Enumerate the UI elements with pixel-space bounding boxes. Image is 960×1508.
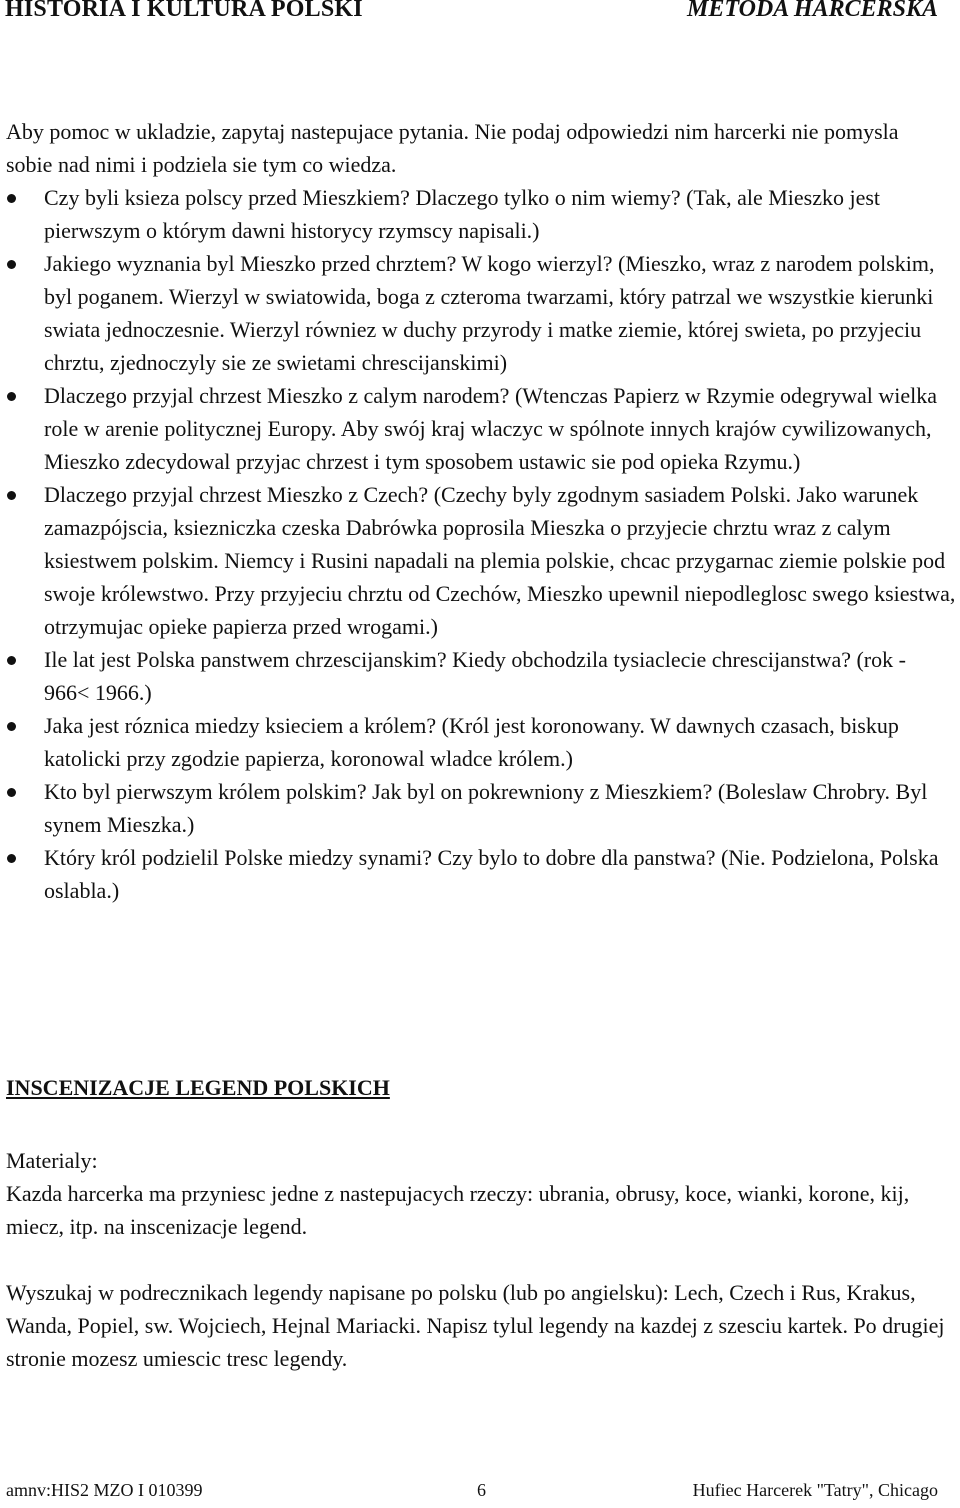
- materials-label: Materialy:: [6, 1148, 98, 1173]
- instructions-text: Wyszukaj w podrecznikach legendy napisane po polsku (lub po angielsku): Lech, Czech i Rus, Krakus, Wanda, Popiel, sw. Wojciech, Hejnal Mariacki. Napisz tylul legendy na kazdej z szesciu kartek. Po drugiej stronie mozesz umiescic tresc legendy.: [6, 1280, 945, 1371]
- question-text: Ile lat jest Polska panstwem chrzescijanskim? Kiedy obchodzila tysiaclecie chrescijanstwa? (rok - 966< 1966.): [44, 647, 906, 705]
- question-item: [6, 478, 956, 643]
- footer-page-number: 6: [477, 1480, 486, 1500]
- materials-text: Kazda harcerka ma przyniesc jedne z nastepujacych rzeczy: ubrania, obrusy, koce, wianki, korone, kij, miecz, itp. na inscenizacje legend.: [6, 1181, 910, 1239]
- bullet-icon: [7, 854, 16, 863]
- question-item: [6, 181, 956, 247]
- bullet-icon: [7, 656, 16, 665]
- header-title-left: HISTORIA I KULTURA POLSKI: [5, 0, 363, 22]
- intro-paragraph: Aby pomoc w ukladzie, zapytaj nastepujace pytania. Nie podaj odpowiedzi nim harcerki nie pomysla sobie nad nimi i podziela sie tym co wiedza.: [6, 119, 899, 177]
- footer-organization: Hufiec Harcerek "Tatry", Chicago: [692, 1480, 938, 1500]
- question-text: Jaka jest róznica miedzy ksieciem a królem? (Król jest koronowany. W dawnych czasach, biskup katolicki przy zgodzie papierza, koronowal wladce królem.): [44, 713, 899, 771]
- question-list: [6, 181, 956, 907]
- bullet-icon: [7, 260, 16, 269]
- question-item: [6, 775, 956, 841]
- question-text: Kto byl pierwszym królem polskim? Jak byl on pokrewniony z Mieszkiem? (Boleslaw Chrobry. Byl synem Mieszka.): [44, 779, 928, 837]
- bullet-icon: [7, 392, 16, 401]
- question-text: Który król podzielil Polske miedzy synami? Czy bylo to dobre dla panstwa? (Nie. Podzielona, Polska oslabla.): [44, 845, 939, 903]
- section-title: INSCENIZACJE LEGEND POLSKICH: [6, 1075, 390, 1100]
- bullet-icon: [7, 491, 16, 500]
- question-item: [6, 643, 956, 709]
- footer-doc-id: amnv:HIS2 MZO I 010399: [6, 1480, 203, 1500]
- page-header: [0, 0, 960, 30]
- bullet-icon: [7, 788, 16, 797]
- question-item: [6, 379, 956, 478]
- question-item: [6, 709, 956, 775]
- bullet-icon: [7, 194, 16, 203]
- question-text: Czy byli ksieza polscy przed Mieszkiem? Dlaczego tylko o nim wiemy? (Tak, ale Mieszko jest pierwszym o którym dawni historycy rzymscy napisali.): [44, 185, 881, 243]
- page-footer: [0, 1480, 960, 1506]
- question-item: [6, 247, 956, 379]
- question-text: Jakiego wyznania byl Mieszko przed chrztem? W kogo wierzyl? (Mieszko, wraz z narodem polskim, byl poganem. Wierzyl w swiatowida, boga z czteroma twarzami, który patrzal we wszystkie kierunki swiata jednoczesnie. Wierzyl równiez w duchy przyrody i matke ziemie, której swieta, po przyjeciu chrztu, zjednoczyly sie ze swietami chrescijanskimi): [44, 251, 935, 375]
- bullet-icon: [7, 722, 16, 731]
- question-item: [6, 841, 956, 907]
- main-content: [6, 115, 956, 907]
- question-text: Dlaczego przyjal chrzest Mieszko z calym narodem? (Wtenczas Papierz w Rzymie odegrywal wielka role w arenie politycznej Europy. Aby swój kraj wlaczyc w spólnote innych krajów cywilizowanych, Mieszko zdecydowal przyjac chrzest i tym sposobem ustawic sie pod opieka Rzymu.): [44, 383, 938, 474]
- header-title-right: METODA HARCERSKA: [687, 0, 938, 22]
- question-text: Dlaczego przyjal chrzest Mieszko z Czech? (Czechy byly zgodnym sasiadem Polski. Jako warunek zamazpójscia, ksiezniczka czeska Dabrówka poprosila Mieszka o przyjecie chrztu wraz z calym ksiestwem polskim. Niemcy i Rusini napadali na plemia polskie, chcac przygarnac ziemie polskie pod swoje królewstwo. Przy przyjeciu chrztu od Czechów, Mieszko upewnil niepodleglosc swego ksiestwa, otrzymujac opieke papierza przed wrogami.): [44, 482, 956, 639]
